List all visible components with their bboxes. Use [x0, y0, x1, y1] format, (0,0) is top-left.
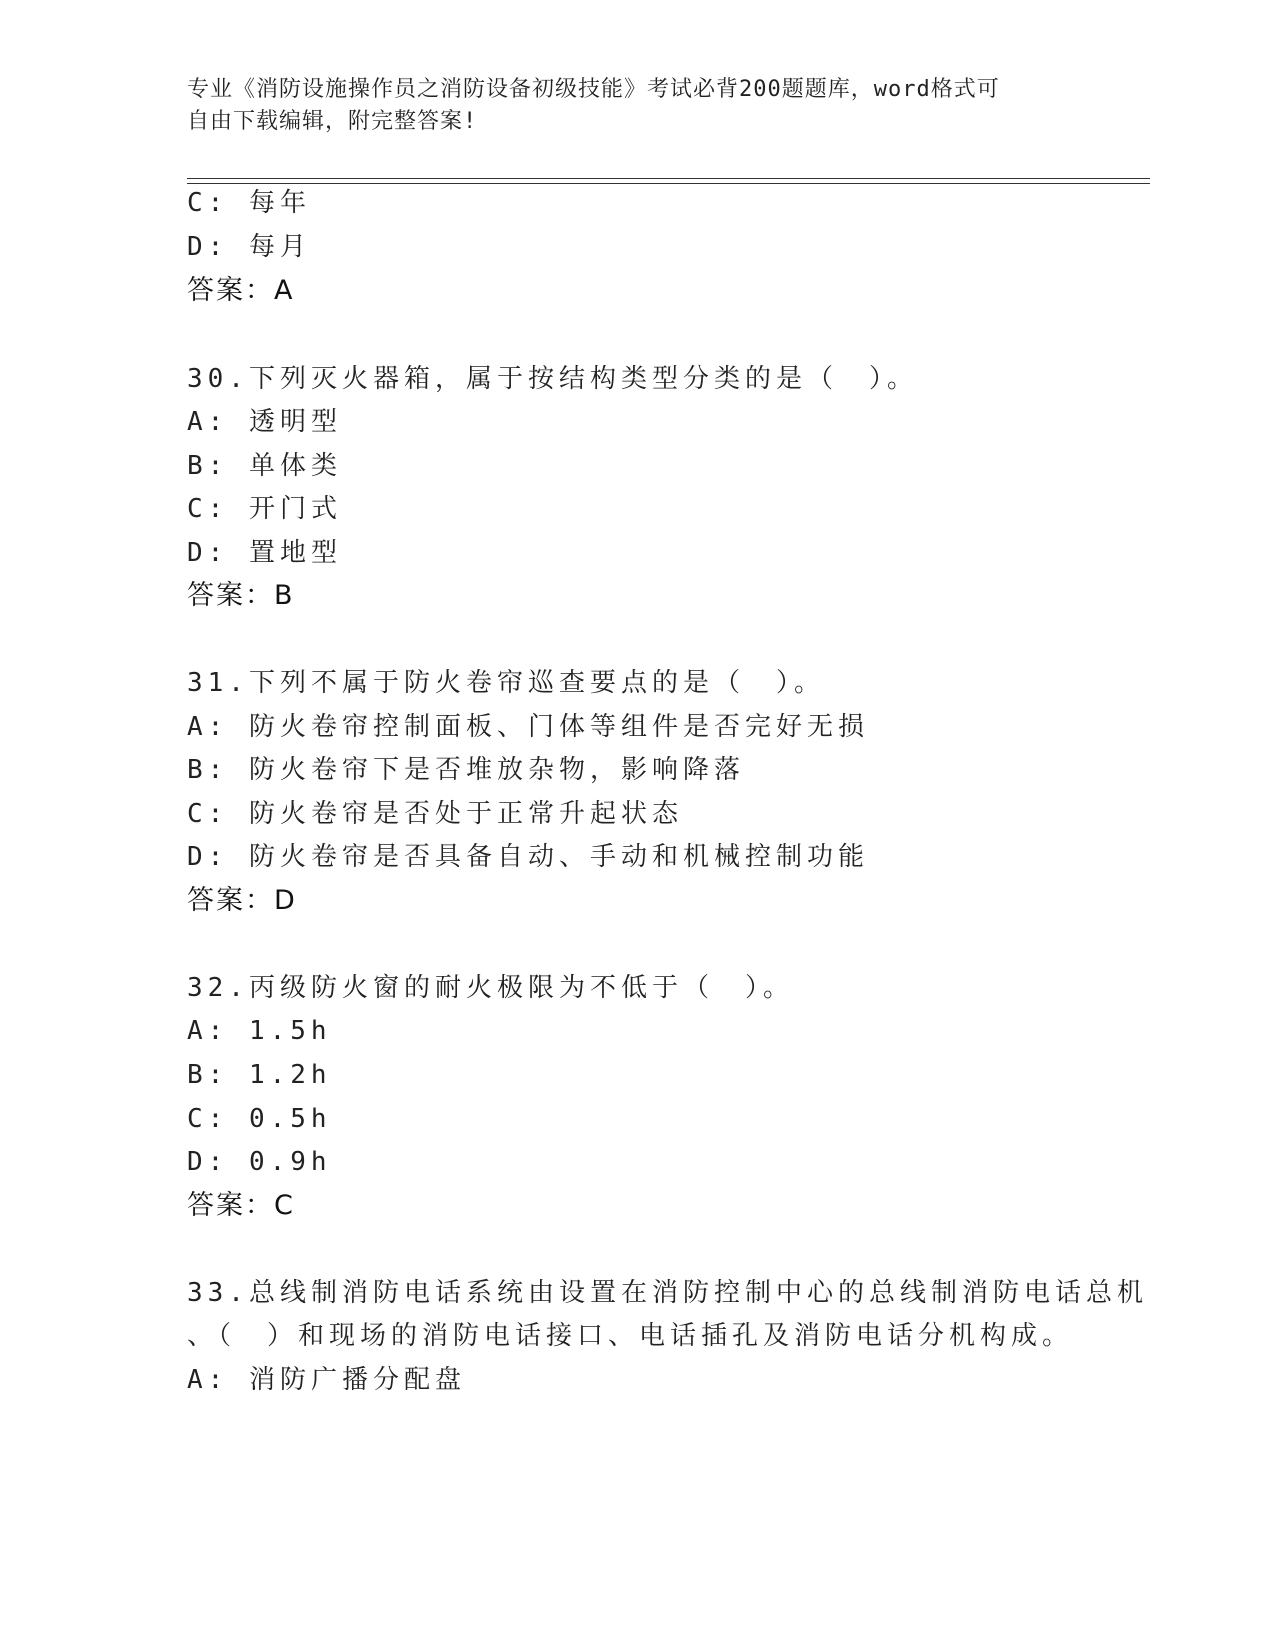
header-title-line-1: 专业《消防设施操作员之消防设备初级技能》考试必背200题题库，word格式可 [187, 77, 1000, 102]
question-32-option-c: C: 0.5h [187, 1104, 332, 1134]
question-32-option-d: D: 0.9h [187, 1147, 332, 1177]
question-31-stem: 31.下列不属于防火卷帘巡查要点的是（ ）。 [187, 668, 825, 698]
question-32-option-a: A: 1.5h [187, 1016, 332, 1046]
question-33-option-a: A: 消防广播分配盘 [187, 1365, 466, 1395]
question-33-stem-line-2: 、（ ）和现场的消防电话接口、电话插孔及消防电话分机构成。 [187, 1321, 1074, 1351]
header-divider-top [187, 178, 1150, 179]
question-31-option-c: C: 防火卷帘是否处于正常升起状态 [187, 799, 683, 829]
question-30-option-d: D: 置地型 [187, 538, 342, 568]
question-29-option-c: C: 每年 [187, 188, 311, 218]
document-header [187, 74, 1087, 138]
question-30-option-b: B: 单体类 [187, 451, 342, 481]
question-30-option-c: C: 开门式 [187, 494, 342, 524]
question-32-answer: 答案：C [187, 1190, 295, 1221]
question-30-stem: 30.下列灭火器箱，属于按结构类型分类的是（ ）。 [187, 364, 918, 394]
question-32-stem: 32.丙级防火窗的耐火极限为不低于（ ）。 [187, 973, 794, 1003]
question-30-answer: 答案：B [187, 580, 295, 611]
question-31-answer: 答案：D [187, 885, 297, 916]
question-31-option-b: B: 防火卷帘下是否堆放杂物，影响降落 [187, 755, 745, 785]
question-31-option-a: A: 防火卷帘控制面板、门体等组件是否完好无损 [187, 712, 869, 742]
question-29-answer: 答案：A [187, 275, 295, 306]
question-30-option-a: A: 透明型 [187, 407, 342, 437]
question-32-option-b: B: 1.2h [187, 1060, 332, 1090]
header-title-line-2: 自由下载编辑，附完整答案! [187, 109, 478, 134]
question-33-stem-line-1: 33.总线制消防电话系统由设置在消防控制中心的总线制消防电话总机 [187, 1278, 1148, 1308]
header-divider-bottom [187, 183, 1150, 184]
question-29-option-d: D: 每月 [187, 232, 311, 262]
question-31-option-d: D: 防火卷帘是否具备自动、手动和机械控制功能 [187, 842, 869, 872]
